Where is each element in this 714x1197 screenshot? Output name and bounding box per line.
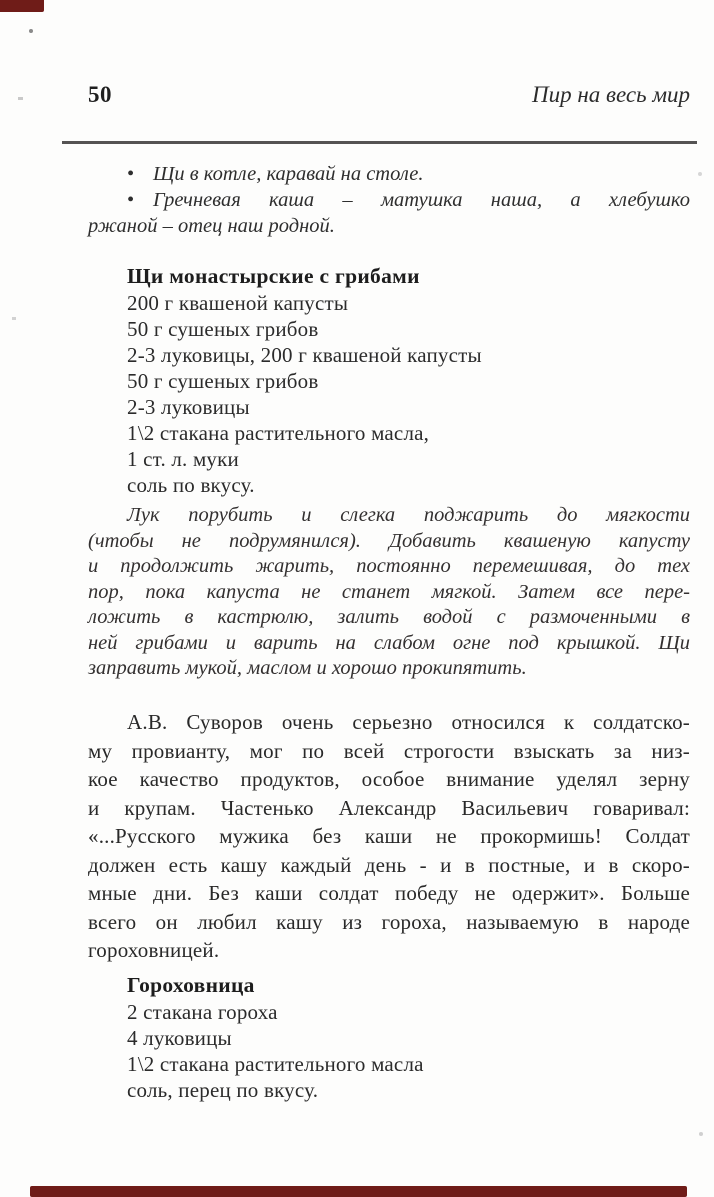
instruction-line: пор, пока капуста не станет мягкой. Затем все пере- — [88, 580, 690, 603]
instruction-line: ложить в кастрюлю, залить водой с размоченными в — [88, 606, 690, 628]
ingredient-line: 4 луковицы — [127, 1026, 232, 1050]
instruction-line: заправить мукой, маслом и хорошо прокипятить. — [88, 657, 527, 679]
scan-speck — [18, 97, 23, 100]
narrative-line: А.В. Суворов очень серьезно относился к солдатско- — [127, 710, 690, 734]
bullet-icon: • — [127, 189, 135, 211]
ingredient-line: 200 г квашеной капусты — [127, 291, 349, 315]
scan-speck — [29, 29, 33, 33]
recipe-title: Гороховница — [127, 973, 255, 997]
page-number: 50 — [88, 82, 112, 107]
ingredient-line: соль по вкусу. — [127, 473, 255, 497]
narrative-line: и крупам. Частенько Александр Васильевич говаривал: — [88, 795, 690, 820]
proverb-item — [88, 187, 690, 239]
proverb-line: ржаной – отец наш родной. — [88, 215, 335, 237]
ingredient-line: соль, перец по вкусу. — [127, 1078, 319, 1102]
ingredient-line: 2 стакана гороха — [127, 1000, 278, 1024]
ingredient-line: 2-3 луковицы, 200 г квашеной капусты — [127, 343, 482, 367]
narrative-line: всего он любил кашу из гороха, называемую в народе — [88, 909, 690, 934]
narrative-line: мные дни. Без каши солдат победу не одержит». Больше — [88, 881, 690, 905]
scan-speck — [12, 317, 16, 320]
narrative-line: должен есть кашу каждый день - и в постные, и в скоро- — [88, 852, 690, 877]
bullet-icon: • — [127, 163, 135, 185]
header-divider-rule — [62, 141, 697, 144]
ingredient-line: 1\2 стакана растительного масла, — [127, 421, 430, 445]
narrative-line: гороховницей. — [88, 938, 220, 962]
instruction-line: и продолжить жарить, постоянно перемешивая, до тех — [88, 555, 690, 577]
instruction-line: (чтобы не подрумянился). Добавить квашеную капусту — [88, 529, 690, 552]
recipe-title: Щи монастырские с грибами — [127, 264, 420, 288]
recipe-instructions — [88, 503, 690, 682]
narrative-paragraph — [88, 708, 690, 965]
proverb-line: • Гречневая каша – матушка наша, а хлебушко — [127, 189, 690, 211]
scan-speck — [698, 172, 702, 176]
ingredient-line: 2-3 луковицы — [127, 395, 250, 419]
scan-artifact-bottom-bar — [30, 1186, 687, 1197]
instruction-line: Лук порубить и слегка поджарить до мягкости — [127, 504, 690, 526]
scan-artifact-top-bar — [0, 0, 44, 12]
narrative-line: «...Русского мужика без каши не прокормишь! Солдат — [88, 824, 690, 848]
page-header — [88, 82, 690, 108]
running-title: Пир на весь мир — [531, 82, 690, 107]
ingredient-line: 50 г сушеных грибов — [127, 317, 319, 341]
instruction-line: ней грибами и варить на слабом огне под крышкой. Щи — [88, 631, 690, 654]
narrative-line: му провианту, мог по всей строгости взыскать за низ- — [88, 738, 690, 763]
ingredient-list — [127, 290, 687, 498]
ingredient-line: 50 г сушеных грибов — [127, 369, 319, 393]
ingredient-line: 1\2 стакана растительного масла — [127, 1052, 424, 1076]
ingredient-line: 1 ст. л. муки — [127, 447, 239, 471]
proverb-line: • Щи в котле, каравай на столе. — [127, 163, 424, 185]
proverb-item — [88, 161, 690, 187]
ingredient-list — [127, 999, 687, 1103]
scan-speck — [699, 1132, 703, 1136]
narrative-line: кое качество продуктов, особое внимание уделял зерну — [88, 767, 690, 791]
proverb-list — [88, 161, 690, 239]
